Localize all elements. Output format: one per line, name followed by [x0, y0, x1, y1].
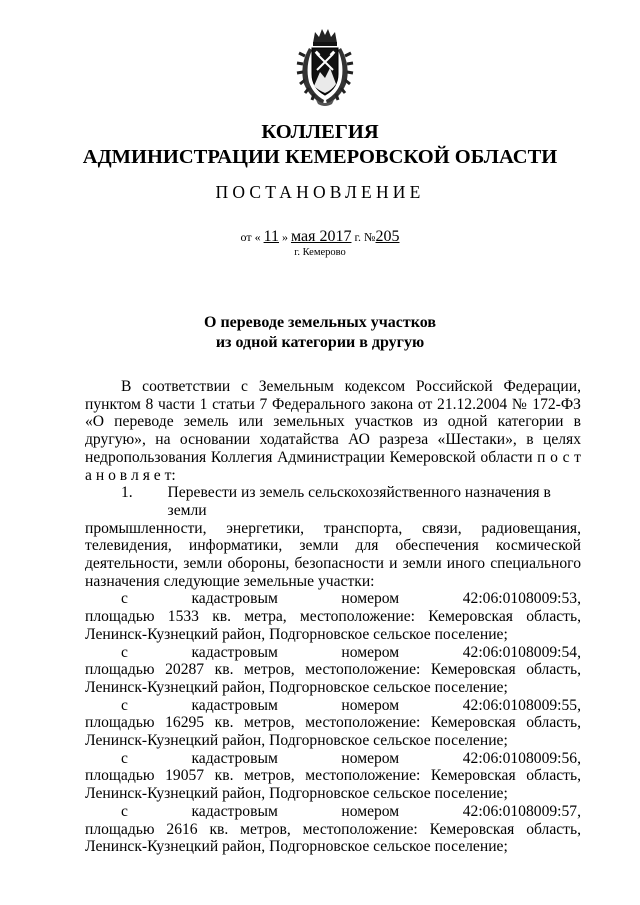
plot-entry	[85, 750, 581, 803]
plot-cadastral-line	[85, 750, 581, 768]
date-line	[0, 228, 640, 246]
plot-entry	[85, 644, 581, 697]
plot-list	[85, 590, 581, 856]
plot-word-number: номером	[341, 643, 400, 661]
date-day: 11	[263, 228, 279, 245]
date-year-suffix: г.	[354, 230, 362, 244]
plot-entry	[85, 697, 581, 750]
plot-word-with: с	[121, 802, 128, 820]
item1-first-line	[85, 484, 581, 519]
plot-cadastral-number: 42:06:0108009:54,	[462, 643, 581, 661]
plot-cadastral-line	[85, 803, 581, 821]
plot-word-with: с	[121, 749, 128, 767]
plot-details: площадью 20287 кв. метров, местоположение: Кемеровская область, Ленинск-Кузнецкий район, Подгорновское сельское поселение;	[85, 661, 581, 696]
plot-entry	[85, 803, 581, 856]
subject-line1: О переводе земельных участков	[204, 314, 436, 331]
plot-details: площадью 16295 кв. метров, местоположение: Кемеровская область, Ленинск-Кузнецкий район, Подгорновское сельское поселение;	[85, 714, 581, 750]
plot-details: площадью 19057 кв. метров, местоположение: Кемеровская область, Ленинск-Кузнецкий район, Подгорновское сельское поселение;	[85, 767, 581, 803]
number-sign: №	[364, 230, 376, 244]
plot-entry	[85, 590, 581, 643]
date-mid: »	[281, 230, 288, 244]
plot-word-cadastral: кадастровым	[191, 696, 278, 714]
city-label: г. Кемерово	[294, 247, 346, 258]
plot-word-number: номером	[341, 696, 400, 714]
coat-of-arms-emblem	[296, 26, 354, 108]
plot-word-cadastral: кадастровым	[191, 590, 278, 608]
document-type: ПОСТАНОВЛЕНИЕ	[215, 182, 425, 202]
plot-word-with: с	[121, 696, 128, 714]
plot-word-number: номером	[341, 749, 400, 767]
plot-word-cadastral: кадастровым	[191, 643, 278, 661]
organization-title-line2: АДМИНИСТРАЦИИ КЕМЕРОВСКОЙ ОБЛАСТИ	[82, 146, 558, 168]
date-month-year: мая 2017	[290, 228, 352, 245]
subject-line2: из одной категории в другую	[215, 334, 425, 351]
item1-rest: промышленности, энергетики, транспорта, связи, радиовещания, телевидения, информатики, земли для обеспечения космической деятельности, земли обороны, безопасности и земли иного специального назначения следующие земельные участки:	[85, 519, 581, 590]
item1-first-line-text: Перевести из земель сельскохозяйственного назначения в земли	[167, 484, 551, 519]
plot-cadastral-number: 42:06:0108009:57,	[462, 802, 581, 820]
plot-details: площадью 1533 кв. метра, местоположение: Кемеровская область, Ленинск-Кузнецкий район, Подгорновское сельское поселение;	[85, 608, 581, 643]
document-number: 205	[375, 228, 400, 245]
plot-cadastral-line	[85, 590, 581, 608]
plot-cadastral-line	[85, 697, 581, 715]
plot-cadastral-number: 42:06:0108009:56,	[462, 749, 581, 767]
plot-cadastral-line	[85, 644, 581, 662]
plot-word-cadastral: кадастровым	[191, 802, 278, 820]
preamble-paragraph: В соответствии с Земельным кодексом Российской Федерации, пунктом 8 части 1 статьи 7 Федерального закона от 21.12.2004 № 172-ФЗ «О переводе земель или земельных участков из одной категории в другую», на основании ходатайства АО разреза «Шестаки», в целях недропользования Коллегия Администрации Кемеровской области п о с т а н о в л я е т:	[85, 378, 581, 484]
organization-title-line1: КОЛЛЕГИЯ	[261, 121, 379, 143]
document-body	[85, 378, 581, 856]
plot-word-number: номером	[341, 590, 400, 608]
plot-word-cadastral: кадастровым	[191, 749, 278, 767]
plot-word-with: с	[121, 643, 128, 661]
plot-word-with: с	[121, 590, 128, 608]
date-prefix: от «	[240, 230, 261, 244]
plot-cadastral-number: 42:06:0108009:53,	[462, 590, 581, 608]
item1-number: 1.	[121, 484, 133, 502]
plot-word-number: номером	[341, 802, 400, 820]
plot-details: площадью 2616 кв. метров, местоположение: Кемеровская область, Ленинск-Кузнецкий район, Подгорновское сельское поселение;	[85, 820, 581, 856]
plot-cadastral-number: 42:06:0108009:55,	[462, 696, 581, 714]
